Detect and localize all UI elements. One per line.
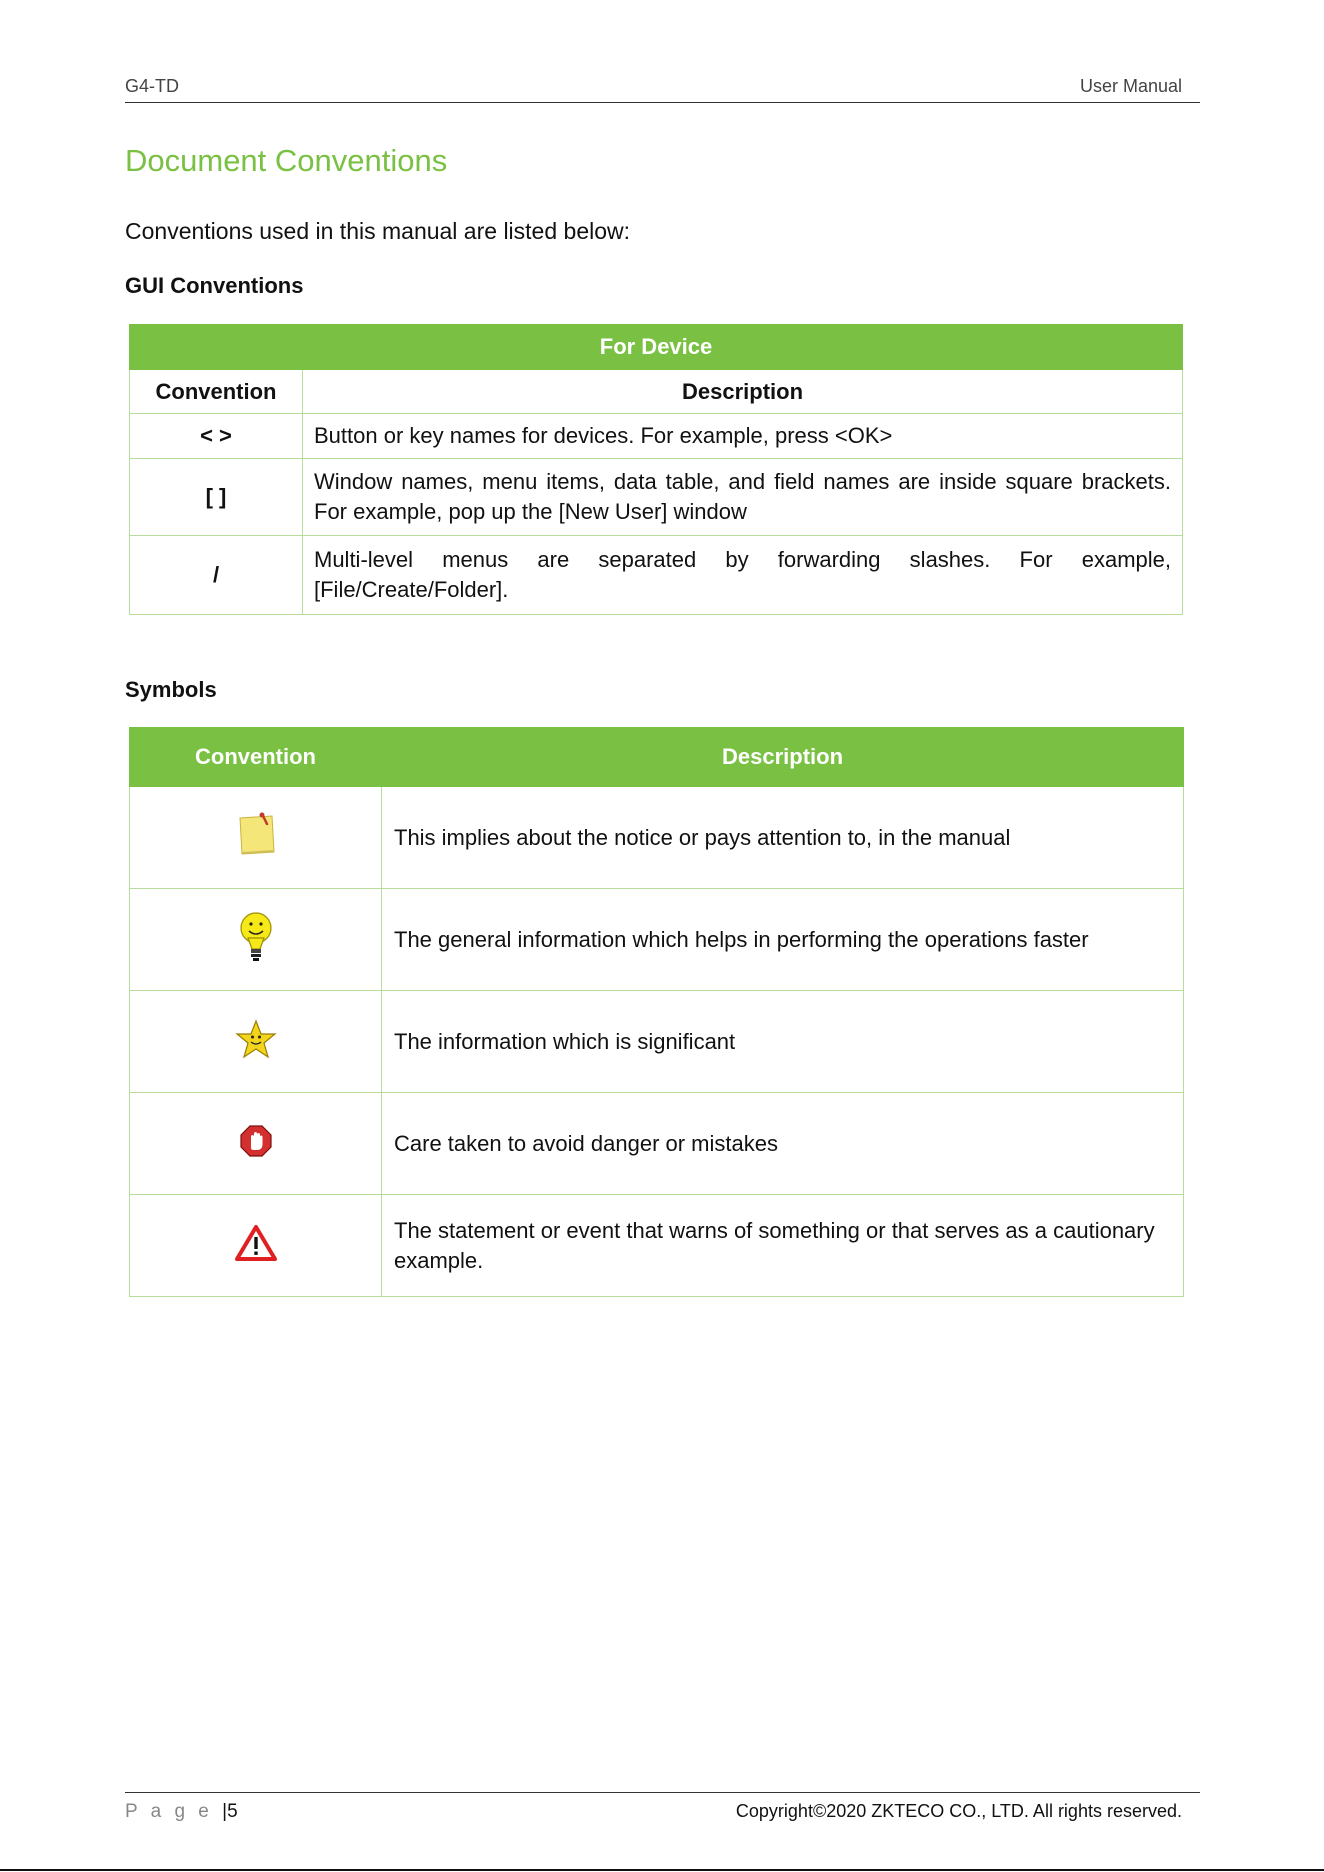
sticky-note-icon [234, 812, 278, 858]
description-cell: The information which is significant [382, 991, 1184, 1093]
star-icon [235, 1019, 277, 1059]
description-cell: Multi-level menus are separated by forwarding slashes. For example, [File/Create/Folder]. [303, 536, 1183, 615]
page-header [125, 76, 1200, 103]
convention-cell: / [130, 536, 303, 615]
table-row [130, 1195, 1184, 1297]
column-header-description: Description [382, 728, 1184, 787]
description-cell: The statement or event that warns of something or that serves as a cautionary example. [382, 1195, 1184, 1297]
description-cell: Care taken to avoid danger or mistakes [382, 1093, 1184, 1195]
symbols-table [129, 727, 1184, 1297]
header-model: G4-TD [125, 76, 179, 96]
table-row [130, 1093, 1184, 1195]
description-cell: Window names, menu items, data table, and field names are inside square brackets. For example, pop up the [New User] window [303, 459, 1183, 536]
table-row [130, 459, 1183, 536]
copyright-text: Copyright©2020 ZKTECO CO., LTD. All rights reserved. [735, 1801, 1182, 1821]
warning-triangle-icon [234, 1224, 278, 1262]
header-doc-type: User Manual [1079, 76, 1182, 96]
description-cell: This implies about the notice or pays attention to, in the manual [382, 787, 1184, 889]
page-footer [125, 1792, 1200, 1825]
gui-conventions-heading: GUI Conventions [125, 273, 304, 298]
page-title: Document Conventions [125, 143, 448, 178]
icon-cell [130, 991, 382, 1093]
table-row [130, 889, 1184, 991]
for-device-band: For Device [130, 325, 1183, 370]
column-header-description: Description [303, 370, 1183, 414]
description-cell: The general information which helps in performing the operations faster [382, 889, 1184, 991]
icon-cell [130, 1093, 382, 1195]
icon-cell [130, 889, 382, 991]
table-row [130, 536, 1183, 615]
page-number: 5 [227, 1801, 238, 1822]
symbols-heading: Symbols [125, 677, 217, 702]
description-cell: Button or key names for devices. For example, press <OK> [303, 414, 1183, 459]
convention-cell: < > [130, 414, 303, 459]
page-label: P a g e [125, 1801, 213, 1822]
bottom-border [0, 1869, 1324, 1871]
light-bulb-icon [236, 911, 276, 963]
icon-cell [130, 1195, 382, 1297]
table-row [130, 787, 1184, 889]
stop-hand-icon [239, 1124, 273, 1158]
column-header-convention: Convention [130, 728, 382, 787]
intro-text: Conventions used in this manual are listed below: [125, 218, 631, 244]
icon-cell [130, 787, 382, 889]
table-row [130, 414, 1183, 459]
column-header-convention: Convention [130, 370, 303, 414]
page-indicator: P a g e |5 [125, 1801, 238, 1822]
gui-conventions-table [129, 324, 1183, 615]
table-row [130, 991, 1184, 1093]
convention-cell: [ ] [130, 459, 303, 536]
